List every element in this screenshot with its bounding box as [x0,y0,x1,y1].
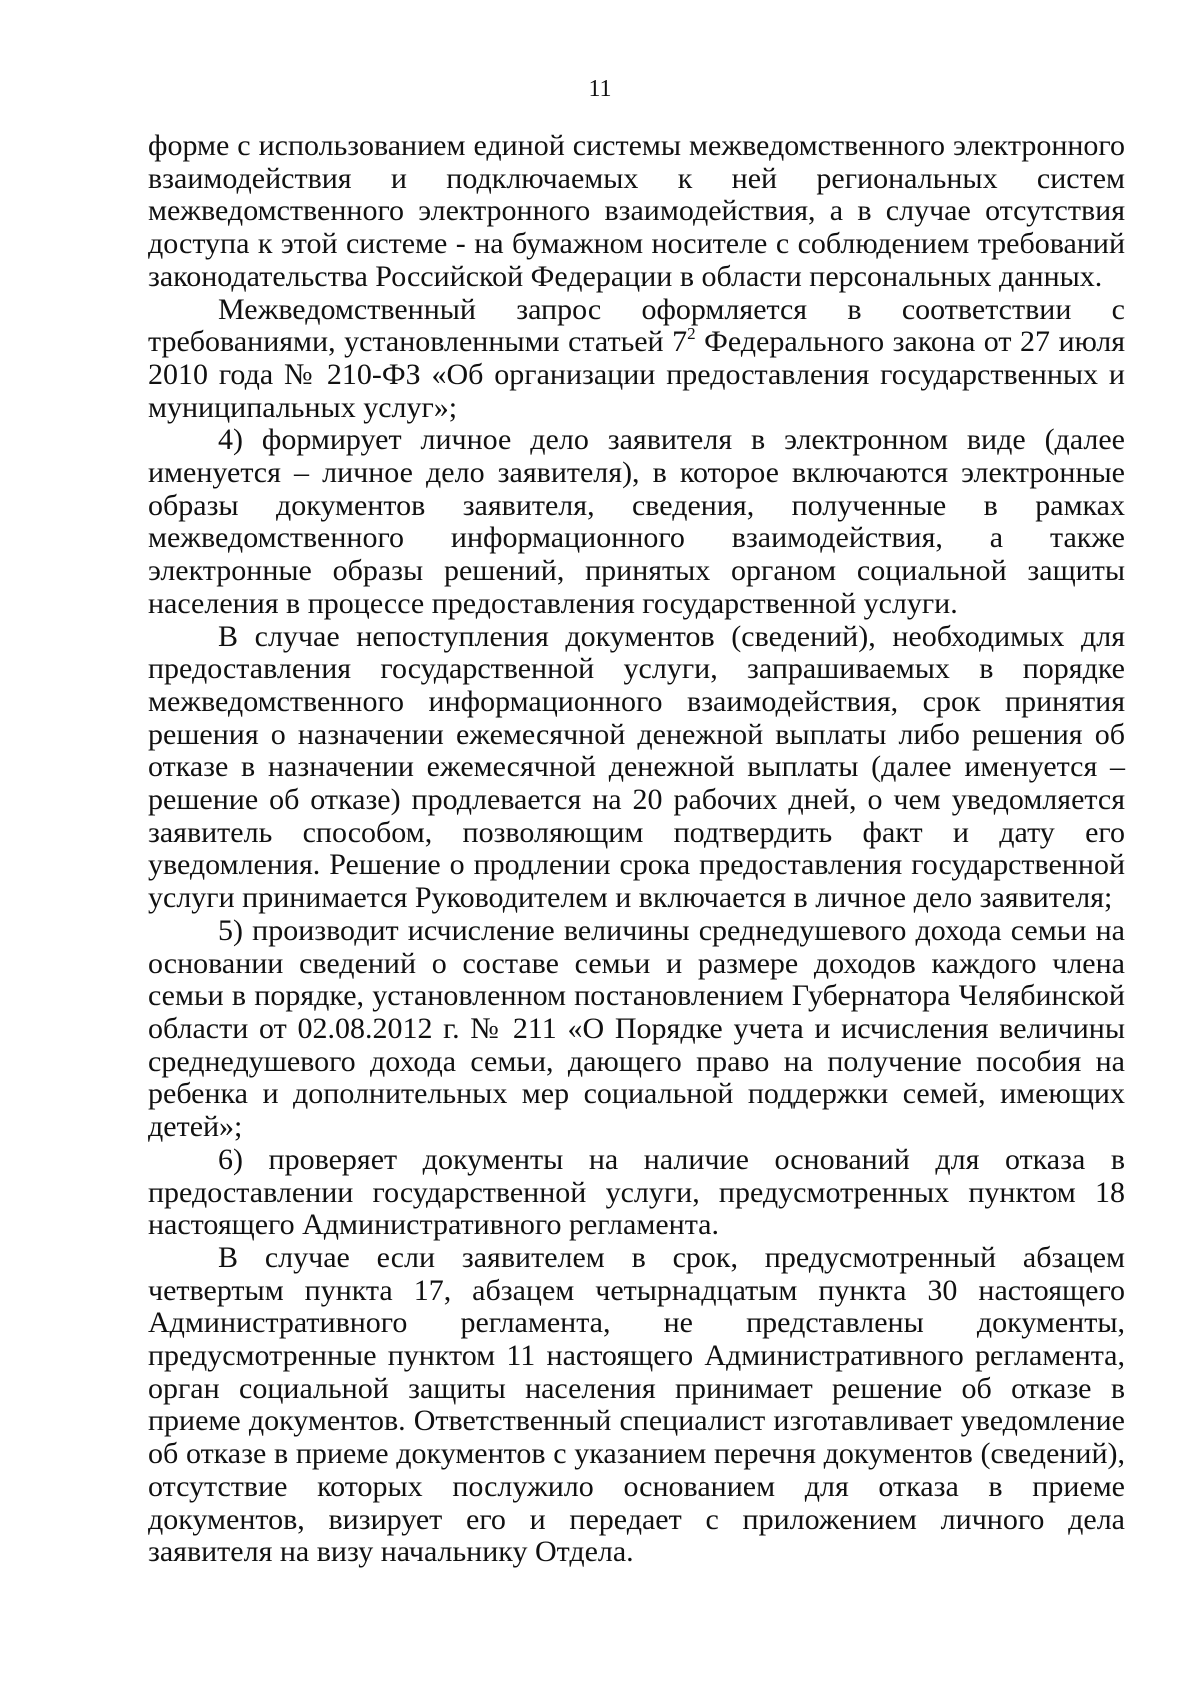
paragraph-item-4: 4) формирует личное дело заявителя в электронном виде (далее именуется – личное дело заявителя), в которое включаются электронные образы документов заявителя, сведения, полученные в рамках межведомственного информационного взаимодействия, а также электронные образы решений, принятых органом социальной защиты населения в процессе предоставления государственной услуги. [148,423,1125,620]
paragraph-text-before: Межведомственный запрос оформляется в соответствии с требованиями, установленными статьей 7 [148,292,1125,359]
article-superscript: 2 [687,324,696,344]
paragraph-refusal: В случае если заявителем в срок, предусмотренный абзацем четвертым пункта 17, абзацем четырнадцатым пункта 30 настоящего Административного регламента, не представлены документы, предусмотренные пунктом 11 настоящего Административного регламента, орган социальной защиты населения принимает решение об отказе в приеме документов. Ответственный специалист изготавливает уведомление об отказе в приеме документов с указанием перечня документов (сведений), отсутствие которых послужило основанием для отказа в приеме документов, визирует его и передает с приложением личного дела заявителя на визу начальнику Отдела. [148,1240,1125,1569]
paragraph-item-5: 5) производит исчисление величины среднедушевого дохода семьи на основании сведений о составе семьи и размере доходов каждого члена семьи в порядке, установленном постановлением Губернатора Челябинской области от 02.08.2012 г. № 211 «О Порядке учета и исчисления величины среднедушевого дохода семьи, дающего право на получение пособия на ребенка и дополнительных мер социальной поддержки семей, имеющих детей»; [148,913,1125,1144]
paragraph-text-after: Федерального закона от 27 июля 2010 года № 210-ФЗ «Об организации предоставления государственных и муниципальных услуг»; [148,325,1125,424]
paragraph-non-receipt: В случае непоступления документов (сведений), необходимых для предоставления государственной услуги, запрашиваемых в порядке межведомственного информационного взаимодействия, срок принятия решения о назначении ежемесячной денежной выплаты либо решения об отказе в назначении ежемесячной денежной выплаты (далее именуется – решение об отказе) продлевается на 20 рабочих дней, о чем уведомляется заявитель способом, позволяющим подтвердить факт и дату его уведомления. Решение о продлении срока предоставления государственной услуги принимается Руководителем и включается в личное дело заявителя; [148,619,1125,915]
document-body [148,130,1125,1569]
paragraph-continuation: форме с использованием единой системы межведомственного электронного взаимодействия и подключаемых к ней региональных систем межведомственного электронного взаимодействия, а в случае отсутствия доступа к этой системе - на бумажном носителе с соблюдением требований законодательства Российской Федерации в области персональных данных. [148,129,1125,293]
paragraph-item-6: 6) проверяет документы на наличие оснований для отказа в предоставлении государственной услуги, предусмотренных пунктом 18 настоящего Административного регламента. [148,1142,1125,1242]
paragraph-interagency-request [148,294,1125,425]
page-number: 11 [588,76,612,102]
